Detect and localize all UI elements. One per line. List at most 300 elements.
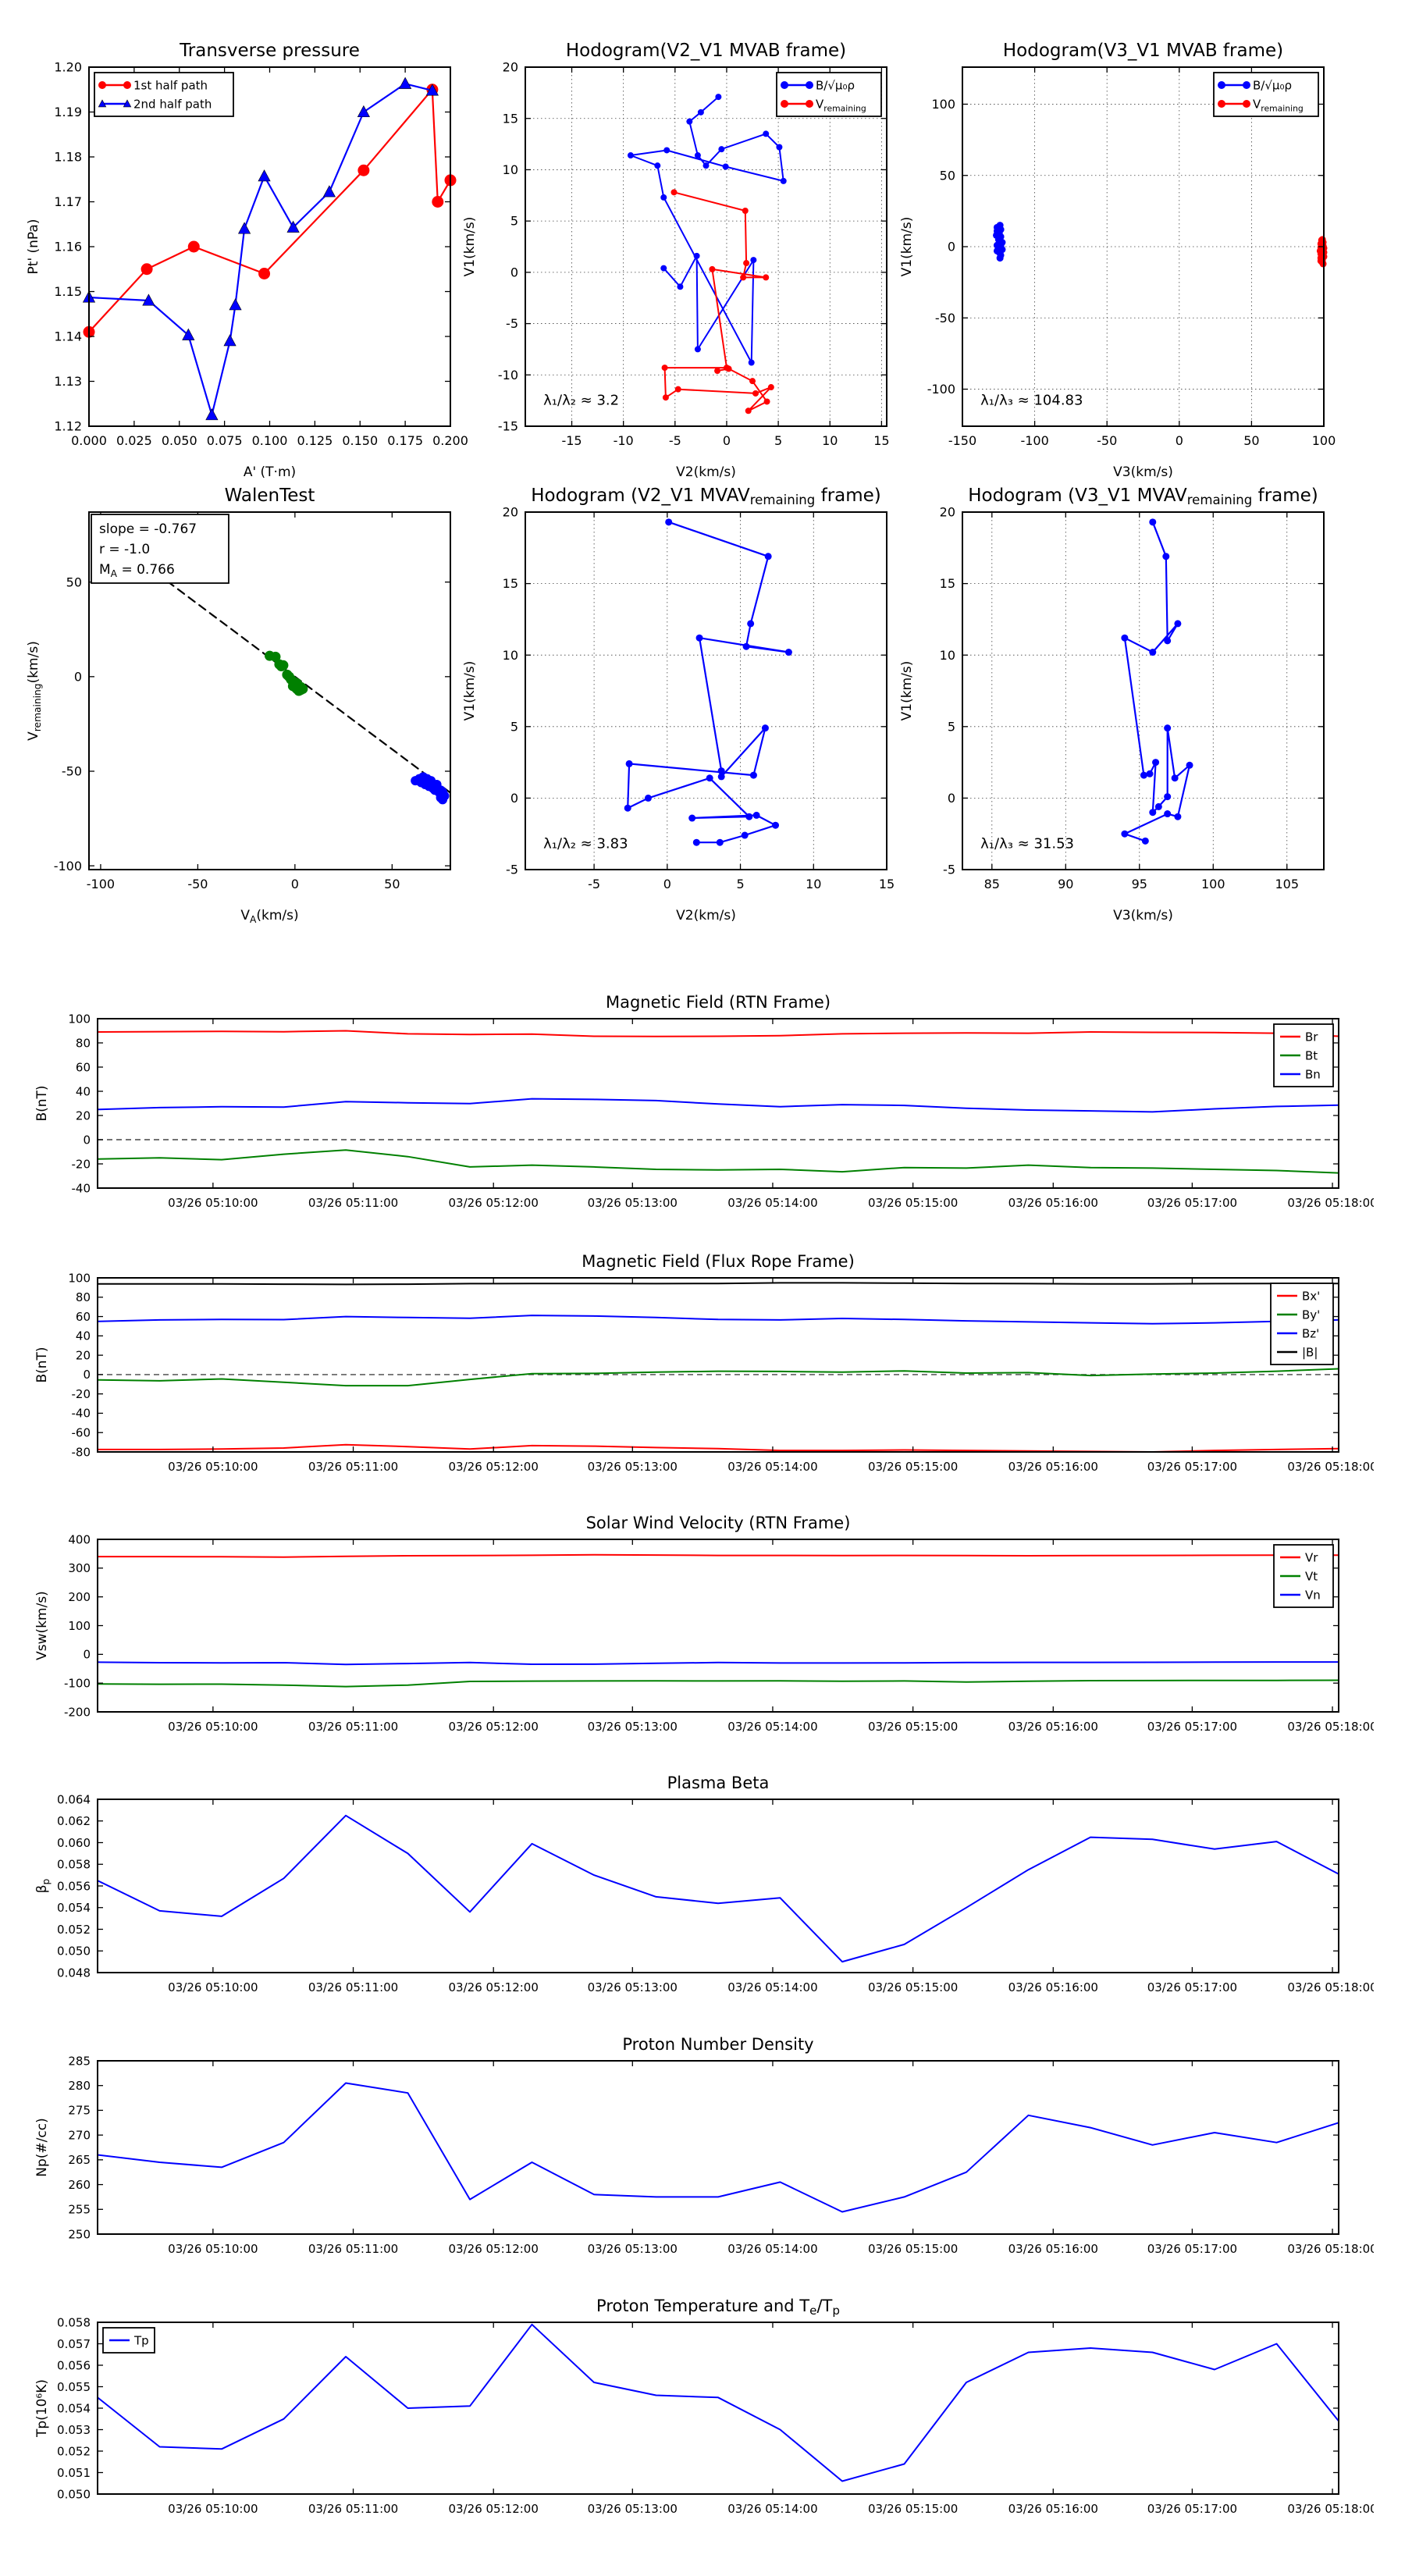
y-tick-label: 0.057 [57, 2336, 91, 2351]
x-tick-label: 03/26 05:18:00 [1287, 1980, 1374, 1994]
plasma-beta-chart [23, 1763, 1374, 2019]
legend [94, 73, 233, 116]
y-tick-label: 0 [510, 265, 518, 280]
legend-label: 2nd half path [133, 97, 212, 112]
legend-label: $V_{remaining}$ [816, 97, 866, 114]
y-tick-label: 0.050 [57, 1944, 91, 1959]
y-tick-label: 275 [68, 2103, 91, 2118]
x-tick-label: 03/26 05:14:00 [727, 1460, 818, 1474]
y-tick-label: 15 [939, 576, 955, 592]
legend-label: Bn [1305, 1067, 1321, 1082]
legend-label: Vr [1305, 1550, 1318, 1565]
y-tick-label: 0.052 [57, 1922, 91, 1937]
x-tick-label: 03/26 05:13:00 [587, 1460, 678, 1474]
series-Bx' [98, 1445, 1339, 1452]
y-tick-label: -20 [71, 1157, 91, 1172]
chart-title: Hodogram(V3_V1 MVAB frame) [1002, 41, 1284, 61]
series-B/sqrt(mu0 rho) [628, 94, 787, 365]
y-tick-label: 300 [68, 1561, 91, 1576]
y-tick-label: 15 [502, 576, 518, 592]
y-tick-label: -200 [63, 1705, 91, 1720]
y-tick-label: 0.048 [57, 1966, 91, 1980]
y-axis-label: Vsw(km/s) [34, 1591, 50, 1660]
x-tick-label: 0.175 [387, 433, 424, 448]
y-tick-label: 100 [68, 1012, 91, 1026]
y-tick-label: -40 [71, 1406, 91, 1421]
series-Bz' [98, 1315, 1339, 1324]
x-tick-label: 03/26 05:11:00 [308, 1196, 399, 1210]
x-tick-label: -5 [588, 877, 601, 891]
y-tick-label: -100 [53, 858, 82, 873]
series-Vt [98, 1681, 1339, 1687]
x-tick-label: 03/26 05:11:00 [308, 1720, 399, 1734]
series-group [98, 1816, 1339, 1962]
y-tick-label: 60 [75, 1060, 91, 1075]
series-Br [98, 1031, 1339, 1037]
x-tick-label: 03/26 05:18:00 [1287, 1720, 1374, 1734]
proton-number-density-chart [23, 2025, 1374, 2281]
hodogram-v3v1-mvav-canvas [888, 476, 1359, 955]
y-tick-label: 0.052 [57, 2444, 91, 2459]
x-tick-label: 03/26 05:15:00 [867, 2242, 959, 2256]
x-tick-label: 03/26 05:16:00 [1008, 2502, 1098, 2516]
y-tick-label: 40 [75, 1329, 91, 1343]
y-tick-label: 20 [939, 504, 955, 520]
x-tick-label: 0 [1175, 433, 1183, 448]
x-tick-label: -5 [668, 433, 681, 448]
legend-label: Br [1305, 1030, 1318, 1044]
x-tick-label: 03/26 05:15:00 [867, 2502, 959, 2516]
x-tick-label: 03/26 05:14:00 [727, 1980, 818, 1994]
x-tick-label: -100 [1020, 433, 1049, 448]
chart-title: Magnetic Field (RTN Frame) [605, 993, 831, 1012]
x-tick-label: 0.050 [161, 433, 197, 448]
y-tick-label: -60 [71, 1425, 91, 1440]
y-tick-label: 200 [68, 1589, 91, 1604]
series-Vr [98, 1555, 1339, 1557]
tick-labels [57, 1792, 1374, 1994]
y-tick-label: 0 [83, 1133, 91, 1147]
y-tick-label: 80 [75, 1036, 91, 1051]
y-tick-label: 0.056 [57, 1879, 91, 1894]
y-tick-label: 20 [502, 59, 518, 75]
x-tick-label: 03/26 05:13:00 [587, 1196, 678, 1210]
x-tick-label: 03/26 05:18:00 [1287, 2242, 1374, 2256]
x-tick-label: 03/26 05:12:00 [448, 2502, 539, 2516]
y-tick-label: 5 [510, 213, 518, 229]
legend-label: Bt [1305, 1048, 1318, 1063]
x-tick-label: 03/26 05:14:00 [727, 2502, 818, 2516]
axes-frame [98, 1799, 1339, 1973]
annotation: λ₁/λ₃ ≈ 31.53 [980, 835, 1075, 852]
y-tick-label: 10 [502, 647, 518, 663]
x-tick-label: 03/26 05:12:00 [448, 1196, 539, 1210]
y-axis-label: $\beta_p$ [34, 1878, 52, 1894]
proton-temperature-canvas [23, 2286, 1374, 2541]
y-tick-label: 10 [502, 162, 518, 178]
series-group [98, 1555, 1339, 1687]
x-tick-label: 10 [822, 433, 838, 448]
x-tick-label: -100 [86, 877, 116, 891]
y-tick-label: -5 [506, 316, 518, 332]
ticks [89, 67, 450, 426]
x-tick-label: 50 [1243, 433, 1260, 448]
x-tick-label: 95 [1131, 877, 1147, 891]
x-tick-label: 03/26 05:10:00 [168, 2502, 258, 2516]
x-tick-label: 5 [774, 433, 783, 448]
legend-label: 1st half path [133, 78, 208, 93]
x-tick-label: 03/26 05:15:00 [867, 1460, 959, 1474]
x-tick-label: 03/26 05:14:00 [727, 2242, 818, 2256]
y-tick-label: 0.054 [57, 1901, 91, 1915]
x-tick-label: 03/26 05:16:00 [1008, 1460, 1098, 1474]
series-last-interval-points [411, 772, 449, 804]
grid [525, 67, 887, 426]
x-axis-label: V3(km/s) [1113, 908, 1173, 923]
x-tick-label: 03/26 05:18:00 [1287, 2502, 1374, 2516]
x-tick-label: 03/26 05:14:00 [727, 1720, 818, 1734]
x-tick-label: 15 [878, 877, 895, 891]
x-tick-label: 03/26 05:15:00 [867, 1196, 959, 1210]
y-tick-label: 15 [502, 111, 518, 126]
y-tick-label: 5 [510, 719, 518, 735]
series-2nd half path [83, 77, 438, 420]
series-Bt [98, 1150, 1339, 1172]
solar-wind-velocity-chart [23, 1503, 1374, 1759]
series-B/sqrt(mu0 rho) [993, 222, 1005, 262]
series-V3-V1 path [1121, 518, 1193, 845]
x-tick-label: -15 [561, 433, 582, 448]
x-tick-label: 03/26 05:13:00 [587, 2502, 678, 2516]
y-tick-label: -5 [943, 862, 955, 877]
chart-title: Solar Wind Velocity (RTN Frame) [585, 1514, 851, 1532]
y-tick-label: 0 [510, 791, 518, 806]
y-tick-label: 0.051 [57, 2465, 91, 2480]
x-tick-label: -150 [948, 433, 977, 448]
x-tick-label: 03/26 05:11:00 [308, 1460, 399, 1474]
stats-line: slope = -0.767 [99, 521, 197, 537]
y-tick-label: -100 [63, 1676, 91, 1691]
tick-labels [503, 505, 895, 891]
chart-title: Proton Number Density [622, 2035, 814, 2054]
walen-test-canvas [15, 476, 486, 955]
x-axis-label: V3(km/s) [1113, 464, 1173, 480]
chart-title: WalenTest [224, 486, 315, 506]
plasma-beta-canvas [23, 1763, 1374, 2019]
chart-title: Proton Temperature and Te/Tp [596, 2297, 840, 2318]
ticks [98, 1278, 1339, 1452]
tick-labels [68, 2054, 1374, 2256]
y-tick-label: 1.16 [54, 239, 82, 254]
annotation: λ₁/λ₂ ≈ 3.83 [543, 835, 628, 852]
y-tick-label: -80 [71, 1445, 91, 1460]
x-tick-label: 105 [1275, 877, 1300, 891]
chart-title: Hodogram (V3_V1 MVAVremaining frame) [968, 486, 1318, 507]
x-tick-label: 0.000 [71, 433, 107, 448]
x-tick-label: 03/26 05:12:00 [448, 1720, 539, 1734]
x-tick-label: 03/26 05:11:00 [308, 1980, 399, 1994]
series-group [98, 1283, 1339, 1452]
chart-title: Transverse pressure [180, 41, 360, 61]
y-tick-label: 1.17 [54, 194, 82, 210]
tick-labels [64, 1532, 1374, 1734]
series-group [98, 1031, 1339, 1173]
y-tick-label: 1.19 [54, 105, 82, 120]
hodogram-v2v1-mvab-chart [451, 31, 922, 512]
y-tick-label: -15 [497, 418, 518, 434]
series-Tp [98, 2325, 1339, 2482]
tick-labels [57, 2315, 1374, 2516]
x-tick-label: 03/26 05:10:00 [168, 1980, 258, 1994]
ticks [962, 512, 1324, 870]
ticks [98, 1539, 1339, 1712]
x-tick-label: 100 [1311, 433, 1336, 448]
x-tick-label: 0.125 [297, 433, 333, 448]
y-tick-label: 0 [83, 1368, 91, 1382]
walen-test-chart [15, 476, 486, 955]
y-tick-label: 0.064 [57, 1792, 91, 1807]
ticks [98, 2061, 1339, 2234]
ticks [98, 2322, 1339, 2494]
x-tick-label: 03/26 05:15:00 [867, 1720, 959, 1734]
magnetic-field-rtn-chart [23, 983, 1374, 1235]
axes-frame [98, 1278, 1339, 1452]
y-axis-label: Tp(10⁶K) [34, 2379, 50, 2438]
x-tick-label: 5 [736, 877, 745, 891]
x-tick-label: 03/26 05:16:00 [1008, 2242, 1098, 2256]
y-axis-label: Pt' (nPa) [26, 219, 41, 275]
x-tick-label: 03/26 05:11:00 [308, 2502, 399, 2516]
solar-wind-velocity-canvas [23, 1503, 1374, 1759]
legend [1214, 73, 1318, 116]
legend-label: |B| [1302, 1345, 1318, 1360]
grid [525, 512, 887, 870]
x-tick-label: 03/26 05:12:00 [448, 2242, 539, 2256]
y-tick-label: 0 [83, 1647, 91, 1662]
series-V2-V1 path [624, 518, 792, 845]
x-tick-label: 03/26 05:17:00 [1147, 2242, 1238, 2256]
x-tick-label: 03/26 05:10:00 [168, 1460, 258, 1474]
magnetic-field-flux-rope-chart [23, 1242, 1374, 1499]
hodogram-v3v1-mvav-chart [888, 476, 1359, 955]
legend-label: B/√μ₀ρ [816, 78, 855, 93]
y-tick-label: 270 [68, 2128, 91, 2143]
series-beta_p [98, 1816, 1339, 1962]
legend [1274, 1024, 1333, 1087]
y-tick-label: 0.053 [57, 2422, 91, 2437]
y-tick-label: 1.15 [54, 284, 82, 300]
chart-title: Hodogram (V2_V1 MVAVremaining frame) [531, 486, 881, 507]
proton-temperature-chart [23, 2286, 1374, 2541]
legend [1271, 1283, 1333, 1364]
y-tick-label: 1.12 [54, 418, 82, 434]
x-tick-label: 03/26 05:13:00 [587, 1720, 678, 1734]
series-Bn [98, 1099, 1339, 1112]
annotation: λ₁/λ₂ ≈ 3.2 [543, 392, 620, 409]
y-tick-label: -10 [497, 367, 518, 382]
y-axis-label: V1(km/s) [462, 216, 478, 277]
tick-labels [940, 505, 1299, 891]
x-tick-label: 90 [1058, 877, 1074, 891]
y-tick-label: 50 [66, 575, 82, 590]
x-tick-label: 03/26 05:16:00 [1008, 1980, 1098, 1994]
x-tick-label: 03/26 05:11:00 [308, 2242, 399, 2256]
legend-label: Tp [134, 2333, 149, 2348]
y-axis-label: B(nT) [34, 1085, 50, 1122]
proton-number-density-canvas [23, 2025, 1374, 2281]
magnetic-field-rtn-canvas [23, 983, 1374, 1235]
stats-line: $M_A = 0.766$ [99, 562, 175, 579]
x-tick-label: 03/26 05:12:00 [448, 1980, 539, 1994]
axes-frame [89, 67, 450, 426]
legend-label: Vn [1305, 1588, 1321, 1603]
y-tick-label: 100 [931, 97, 955, 112]
stats-textbox [91, 514, 229, 583]
hodogram-v3v1-mvab-canvas [888, 31, 1359, 512]
y-tick-label: -20 [71, 1386, 91, 1401]
x-tick-label: 03/26 05:15:00 [867, 1980, 959, 1994]
x-tick-label: 03/26 05:17:00 [1147, 1720, 1238, 1734]
x-tick-label: 03/26 05:10:00 [168, 1720, 258, 1734]
x-tick-label: 03/26 05:16:00 [1008, 1720, 1098, 1734]
x-tick-label: 0 [663, 877, 671, 891]
x-tick-label: 85 [984, 877, 1000, 891]
hodogram-v3v1-mvab-chart [888, 31, 1359, 512]
x-tick-label: 0 [722, 433, 731, 448]
x-tick-label: 03/26 05:18:00 [1287, 1196, 1374, 1210]
x-axis-label: V2(km/s) [676, 908, 736, 923]
series-group [624, 518, 792, 845]
y-tick-label: 0 [73, 669, 82, 685]
series-group [1121, 518, 1193, 845]
y-tick-label: 0.050 [57, 2487, 91, 2502]
y-tick-label: 0 [947, 791, 955, 806]
series-group [628, 94, 787, 414]
ticks [525, 67, 887, 426]
x-tick-label: 03/26 05:17:00 [1147, 1196, 1238, 1210]
chart-title: Magnetic Field (Flux Rope Frame) [582, 1252, 855, 1271]
x-tick-label: 03/26 05:17:00 [1147, 1980, 1238, 1994]
y-tick-label: 400 [68, 1532, 91, 1547]
y-tick-label: 1.13 [54, 374, 82, 390]
series-V_remaining [1317, 236, 1328, 267]
x-tick-label: 03/26 05:13:00 [587, 1980, 678, 1994]
x-tick-label: 03/26 05:10:00 [168, 1196, 258, 1210]
axes-frame [962, 512, 1324, 870]
chart-title: Plasma Beta [667, 1774, 770, 1792]
series-Vn [98, 1662, 1339, 1664]
y-axis-label: B(nT) [34, 1347, 50, 1383]
y-tick-label: 20 [502, 504, 518, 520]
series-group [98, 2325, 1339, 2482]
y-tick-label: 280 [68, 2078, 91, 2093]
x-axis-label: V2(km/s) [676, 464, 736, 480]
y-tick-label: 1.14 [54, 329, 82, 344]
y-axis-label: $V_{remaining}(km/s)$ [26, 641, 43, 741]
legend [103, 2328, 155, 2353]
x-tick-label: -50 [1097, 433, 1118, 448]
x-tick-label: 0 [290, 877, 299, 891]
hodogram-v2v1-mvab-canvas [451, 31, 922, 512]
x-tick-label: 03/26 05:17:00 [1147, 2502, 1238, 2516]
axes-frame [98, 2061, 1339, 2234]
x-axis-label: A' (T·m) [243, 464, 297, 480]
y-tick-label: -5 [506, 862, 518, 877]
x-tick-label: 03/26 05:13:00 [587, 2242, 678, 2256]
axes-frame [525, 67, 887, 426]
y-tick-label: 0.056 [57, 2358, 91, 2373]
y-tick-label: 20 [75, 1108, 91, 1123]
axes-frame [525, 512, 887, 870]
y-tick-label: 255 [68, 2202, 91, 2217]
legend-label: $V_{remaining}$ [1253, 97, 1304, 114]
grid [962, 512, 1324, 870]
y-tick-label: -100 [927, 382, 955, 397]
y-axis-label: V1(km/s) [462, 660, 478, 721]
x-axis-label: $V_A(km/s)$ [240, 908, 299, 925]
x-tick-label: 03/26 05:12:00 [448, 1460, 539, 1474]
legend [1274, 1545, 1333, 1607]
y-tick-label: 0.055 [57, 2379, 91, 2394]
y-tick-label: 5 [947, 719, 955, 735]
x-tick-label: 0.150 [342, 433, 379, 448]
x-tick-label: -50 [187, 877, 208, 891]
y-tick-label: -50 [934, 310, 955, 326]
x-tick-label: 15 [873, 433, 890, 448]
legend-label: B/√μ₀ρ [1253, 78, 1292, 93]
y-tick-label: 0.062 [57, 1814, 91, 1828]
axes-frame [98, 1539, 1339, 1712]
ticks [98, 1799, 1339, 1973]
y-tick-label: 100 [68, 1271, 91, 1286]
series-V_remaining [662, 189, 774, 414]
y-axis-label: Np(#/cc) [34, 2118, 50, 2177]
x-tick-label: 10 [806, 877, 822, 891]
x-tick-label: 03/26 05:18:00 [1287, 1460, 1374, 1474]
y-tick-label: 0.058 [57, 2315, 91, 2330]
axes-frame [98, 2322, 1339, 2494]
x-tick-label: 0.100 [251, 433, 288, 448]
stats-line: r = -1.0 [99, 542, 151, 557]
legend-label: Bx' [1302, 1289, 1321, 1304]
annotation: λ₁/λ₃ ≈ 104.83 [980, 392, 1083, 409]
y-tick-label: 100 [68, 1618, 91, 1633]
y-tick-label: 80 [75, 1290, 91, 1305]
y-tick-label: 1.20 [54, 59, 82, 75]
tick-labels [68, 1271, 1374, 1474]
y-tick-label: 250 [68, 2227, 91, 2242]
y-tick-label: 50 [939, 168, 955, 183]
legend-label: Vt [1305, 1569, 1318, 1584]
legend-label: Bz' [1302, 1326, 1320, 1341]
y-tick-label: 10 [939, 647, 955, 663]
y-tick-label: 0 [947, 239, 955, 254]
y-tick-label: 0.058 [57, 1857, 91, 1872]
hodogram-v2v1-mvav-canvas [451, 476, 922, 955]
series-group [83, 77, 456, 420]
tick-labels [54, 575, 400, 891]
transverse-pressure-chart [15, 31, 486, 512]
series-group [98, 2083, 1339, 2212]
series-group [993, 222, 1327, 267]
y-tick-label: -50 [61, 763, 82, 779]
y-axis-label: V1(km/s) [899, 660, 915, 721]
grid [962, 67, 1324, 426]
magnetic-field-flux-rope-canvas [23, 1242, 1374, 1499]
x-tick-label: 0.200 [432, 433, 468, 448]
tick-labels [54, 60, 468, 448]
chart-title: Hodogram(V2_V1 MVAB frame) [565, 41, 847, 61]
